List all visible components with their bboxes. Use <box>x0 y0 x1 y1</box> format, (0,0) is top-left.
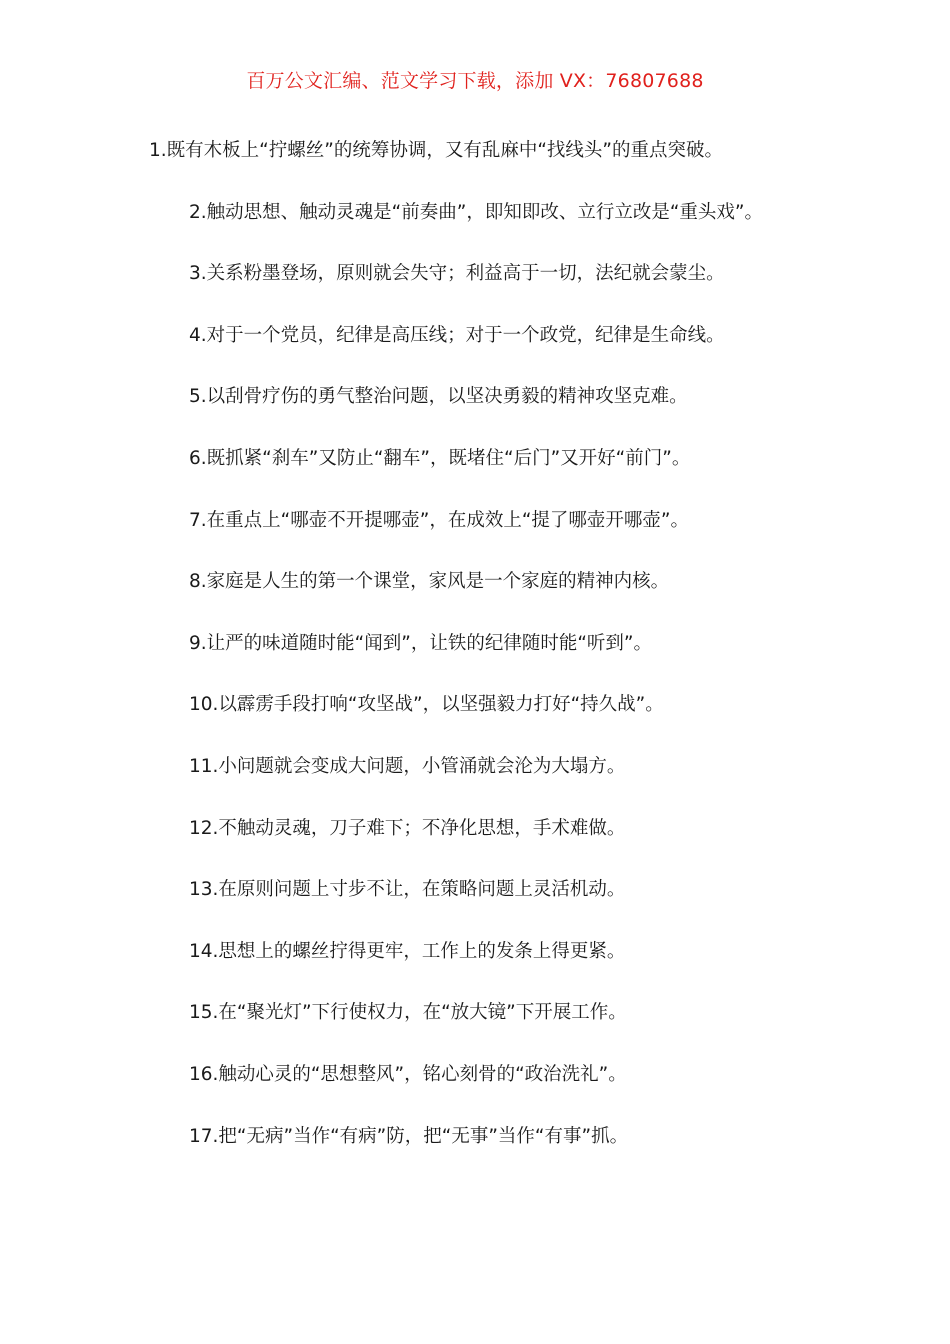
list-item: 14.思想上的螺丝拧得更牢，工作上的发条上得更紧。 <box>189 940 626 962</box>
list-item: 1.既有木板上“拧螺丝”的统筹协调，又有乱麻中“找线头”的重点突破。 <box>149 140 723 161</box>
list-item: 11.小问题就会变成大问题，小管涌就会沦为大塌方。 <box>189 755 626 777</box>
list-item: 4.对于一个党员，纪律是高压线；对于一个政党，纪律是生命线。 <box>189 324 725 346</box>
list-item: 7.在重点上“哪壶不开提哪壶”，在成效上“提了哪壶开哪壶”。 <box>189 509 689 531</box>
list-item: 15.在“聚光灯”下行使权力，在“放大镜”下开展工作。 <box>189 1002 627 1024</box>
list-item: 5.以刮骨疗伤的勇气整治问题，以坚决勇毅的精神攻坚克难。 <box>189 386 688 408</box>
list-item: 6.既抓紧“刹车”又防止“翻车”，既堵住“后门”又开好“前门”。 <box>189 447 691 469</box>
sentence-list <box>0 136 950 1183</box>
list-item: 3.关系粉墨登场，原则就会失守；利益高于一切，法纪就会蒙尘。 <box>189 263 725 285</box>
list-item: 16.触动心灵的“思想整风”，铭心刻骨的“政治洗礼”。 <box>189 1063 627 1085</box>
list-item: 17.把“无病”当作“有病”防，把“无事”当作“有事”抓。 <box>189 1125 629 1147</box>
list-item: 9.让严的味道随时能“闻到”，让铁的纪律随时能“听到”。 <box>189 632 652 654</box>
list-item: 12.不触动灵魂，刀子难下；不净化思想，手术难做。 <box>189 817 626 839</box>
list-item: 8.家庭是人生的第一个课堂，家风是一个家庭的精神内核。 <box>189 571 670 593</box>
list-item: 13.在原则问题上寸步不让，在策略问题上灵活机动。 <box>189 879 626 901</box>
header-watermark: 百万公文汇编、范文学习下载，添加 VX：76807688 <box>246 70 704 92</box>
list-item: 2.触动思想、触动灵魂是“前奏曲”，即知即改、立行立改是“重头戏”。 <box>189 201 763 223</box>
list-item: 10.以霹雳手段打响“攻坚战”，以坚强毅力打好“持久战”。 <box>189 694 664 716</box>
